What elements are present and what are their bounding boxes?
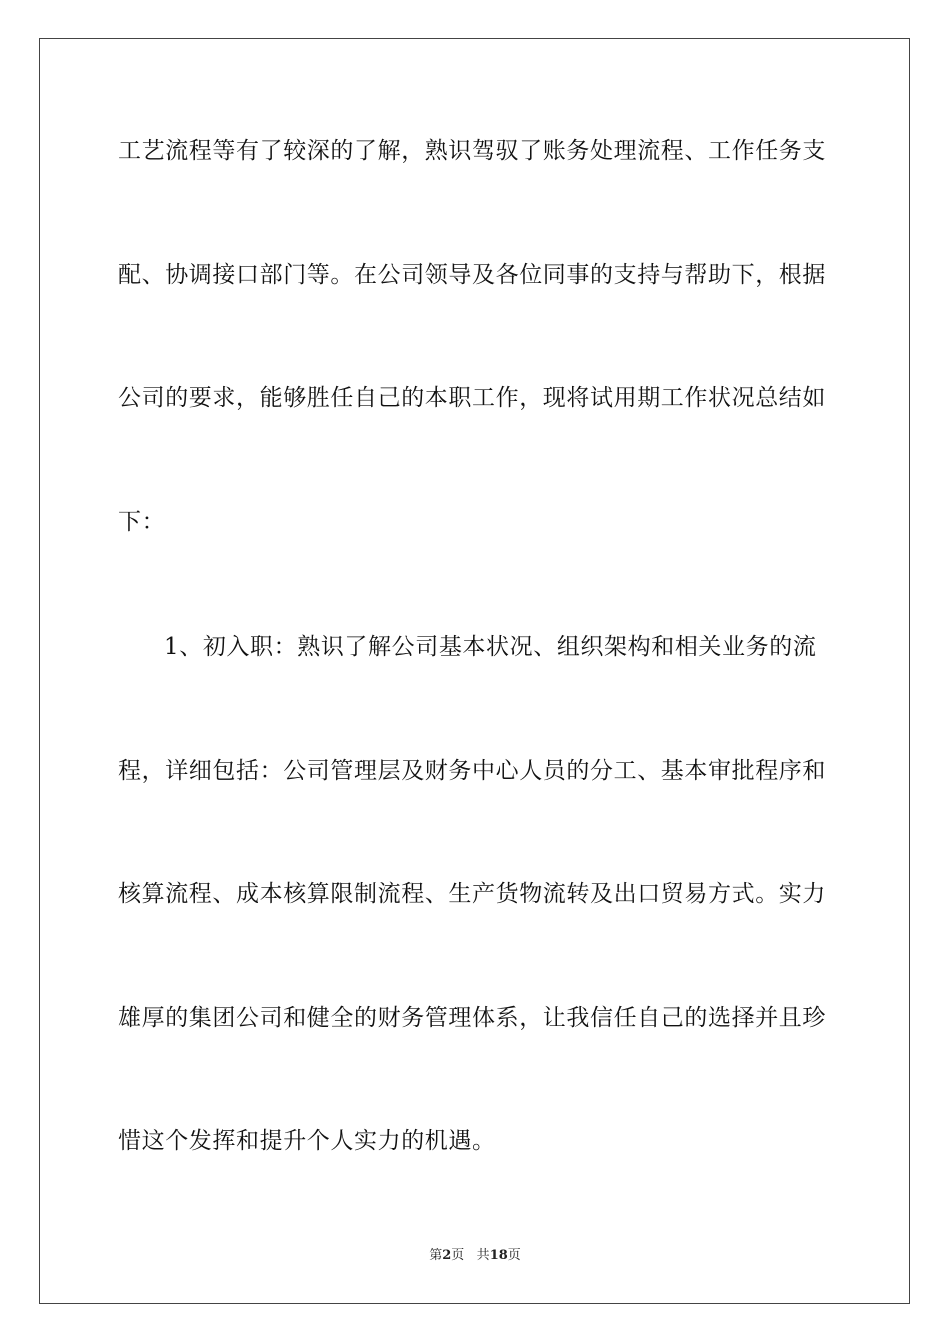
body-text-line: 下： <box>118 509 166 535</box>
page-number: 2 <box>442 1248 452 1263</box>
total-prefix: 共 <box>476 1248 490 1263</box>
body-text-line: 1、初入职：熟识了解公司基本状况、组织架构和相关业务的流 <box>164 634 817 660</box>
body-text-line: 程，详细包括：公司管理层及财务中心人员的分工、基本审批程序和 <box>118 758 826 784</box>
page-footer <box>0 1247 950 1265</box>
body-text-line: 核算流程、成本核算限制流程、生产货物流转及出口贸易方式。实力 <box>118 881 826 907</box>
body-text-line: 工艺流程等有了较深的了解，熟识驾驭了账务处理流程、工作任务支 <box>118 138 826 164</box>
body-text-line: 公司的要求，能够胜任自己的本职工作，现将试用期工作状况总结如 <box>118 385 826 411</box>
total-suffix: 页 <box>507 1248 521 1263</box>
body-text-line: 雄厚的集团公司和健全的财务管理体系，让我信任自己的选择并且珍 <box>118 1005 826 1031</box>
total-pages: 18 <box>489 1248 508 1263</box>
page-prefix: 第 <box>429 1248 443 1263</box>
page-border <box>39 38 910 1304</box>
page-suffix: 页 <box>451 1248 465 1263</box>
body-text-line: 惜这个发挥和提升个人实力的机遇。 <box>118 1128 496 1154</box>
body-text-line: 配、协调接口部门等。在公司领导及各位同事的支持与帮助下，根据 <box>118 262 826 288</box>
